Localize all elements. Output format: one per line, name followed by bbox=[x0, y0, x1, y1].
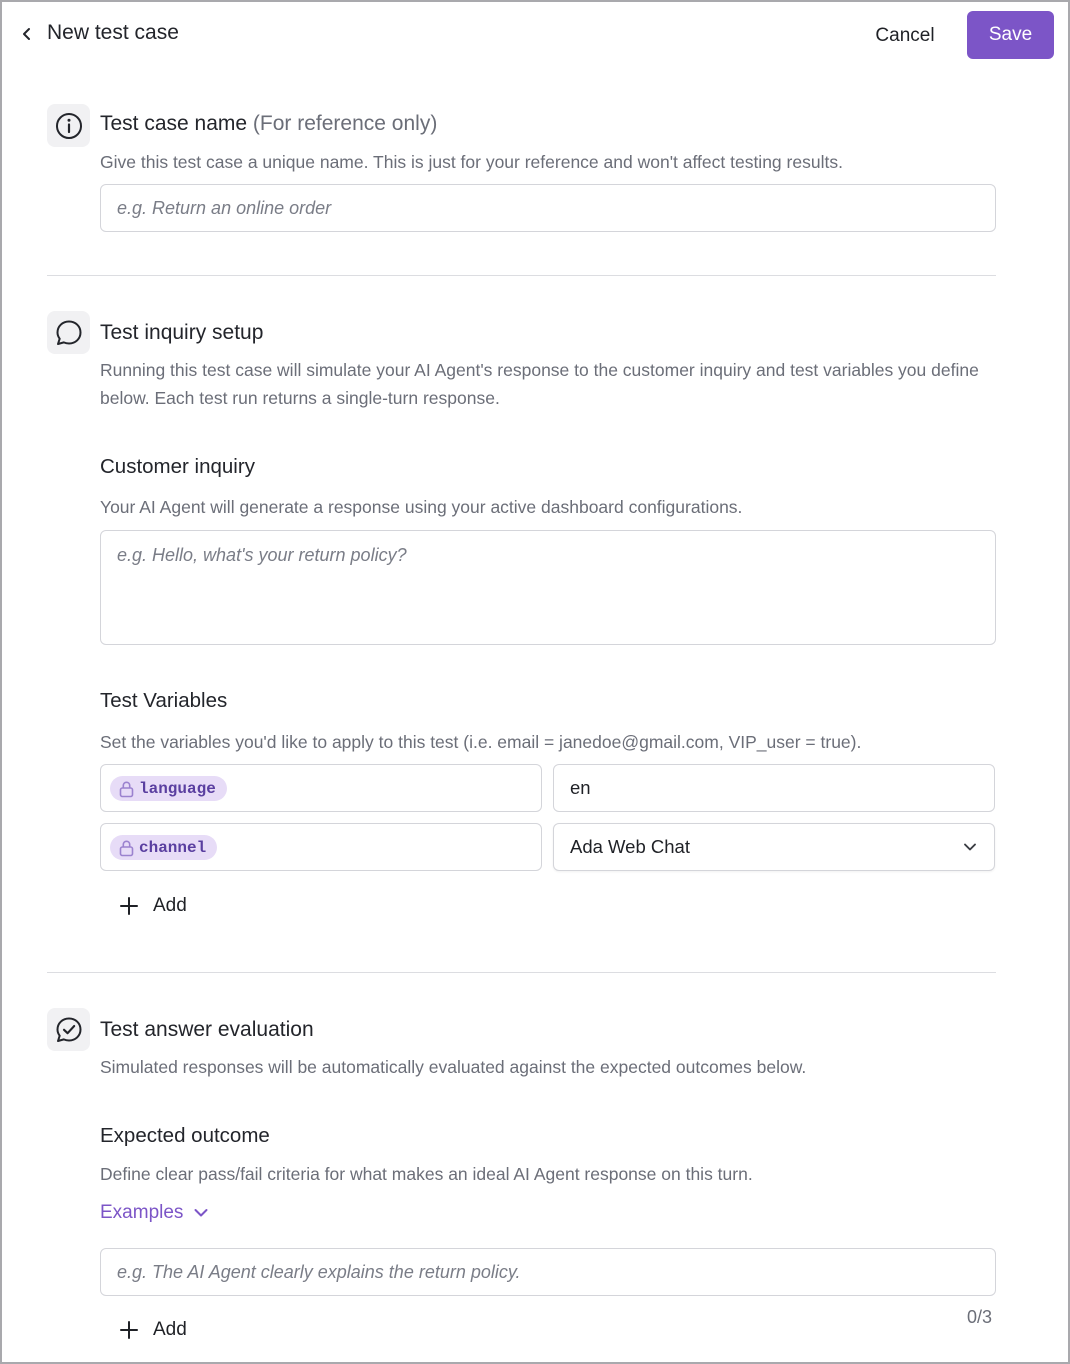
expected-outcome-title: Expected outcome bbox=[100, 1124, 270, 1147]
customer-inquiry-description: Your AI Agent will generate a response using your active dashboard configurations. bbox=[100, 497, 743, 517]
check-bubble-icon bbox=[54, 1015, 84, 1045]
test-variables-description: Set the variables you'd like to apply to this test (i.e. email = janedoe@gmail.com, VIP_user = true). bbox=[100, 732, 862, 752]
chevron-down-icon bbox=[193, 1204, 209, 1222]
chevron-down-icon bbox=[962, 838, 978, 856]
chat-bubble-icon bbox=[54, 318, 84, 348]
section-divider bbox=[47, 972, 996, 973]
add-outcome-label: Add bbox=[153, 1319, 187, 1340]
chat-icon-box bbox=[47, 311, 90, 354]
customer-inquiry-textarea[interactable] bbox=[100, 530, 996, 645]
test-variables-title: Test Variables bbox=[100, 689, 228, 712]
customer-inquiry-title: Customer inquiry bbox=[100, 455, 255, 478]
evaluation-section-description: Simulated responses will be automatically evaluated against the expected outcomes below. bbox=[100, 1057, 807, 1077]
variable-chip-label: language bbox=[139, 779, 216, 798]
plus-icon bbox=[119, 896, 139, 916]
add-variable-button[interactable] bbox=[119, 891, 187, 921]
examples-label: Examples bbox=[100, 1202, 184, 1223]
name-section-title bbox=[100, 112, 437, 136]
name-section-description: Give this test case a unique name. This is just for your reference and won't affect testing results. bbox=[100, 152, 843, 172]
channel-select[interactable] bbox=[553, 823, 995, 871]
expected-outcome-input[interactable] bbox=[100, 1248, 996, 1296]
evaluation-icon-box bbox=[47, 1008, 90, 1051]
inquiry-section-title: Test inquiry setup bbox=[100, 321, 264, 344]
add-variable-label: Add bbox=[153, 895, 187, 916]
evaluation-section-title: Test answer evaluation bbox=[100, 1018, 314, 1041]
back-button[interactable] bbox=[16, 22, 38, 46]
variable-chip bbox=[110, 835, 217, 860]
info-icon-box bbox=[47, 104, 90, 147]
info-circle-icon bbox=[54, 111, 84, 141]
variable-chip bbox=[110, 776, 227, 801]
test-case-name-input[interactable] bbox=[100, 184, 996, 232]
variable-name-field bbox=[100, 764, 542, 812]
section-divider bbox=[47, 275, 996, 276]
plus-icon bbox=[119, 1320, 139, 1340]
name-section-title-text: Test case name bbox=[100, 112, 248, 135]
outcome-counter: 0/3 bbox=[967, 1307, 993, 1327]
page-title: New test case bbox=[47, 21, 179, 44]
expected-outcome-description: Define clear pass/fail criteria for what makes an ideal AI Agent response on this turn. bbox=[100, 1164, 753, 1184]
variable-name-field bbox=[100, 823, 542, 871]
lock-icon bbox=[118, 839, 135, 857]
add-outcome-button[interactable] bbox=[119, 1315, 187, 1345]
examples-toggle[interactable] bbox=[100, 1202, 209, 1224]
lock-icon bbox=[118, 780, 135, 798]
variable-value-input[interactable] bbox=[553, 764, 995, 812]
channel-select-value: Ada Web Chat bbox=[570, 836, 690, 857]
variable-chip-label: channel bbox=[139, 838, 207, 857]
name-section-title-note: (For reference only) bbox=[252, 112, 438, 135]
save-button[interactable]: Save bbox=[967, 11, 1054, 59]
chevron-left-icon bbox=[21, 27, 33, 41]
inquiry-section-description: Running this test case will simulate your AI Agent's response to the customer inquiry and test variables you define below. Each test run returns a single-turn response. bbox=[100, 360, 979, 408]
cancel-button[interactable]: Cancel bbox=[857, 16, 953, 56]
variable-value-text: en bbox=[570, 777, 591, 798]
